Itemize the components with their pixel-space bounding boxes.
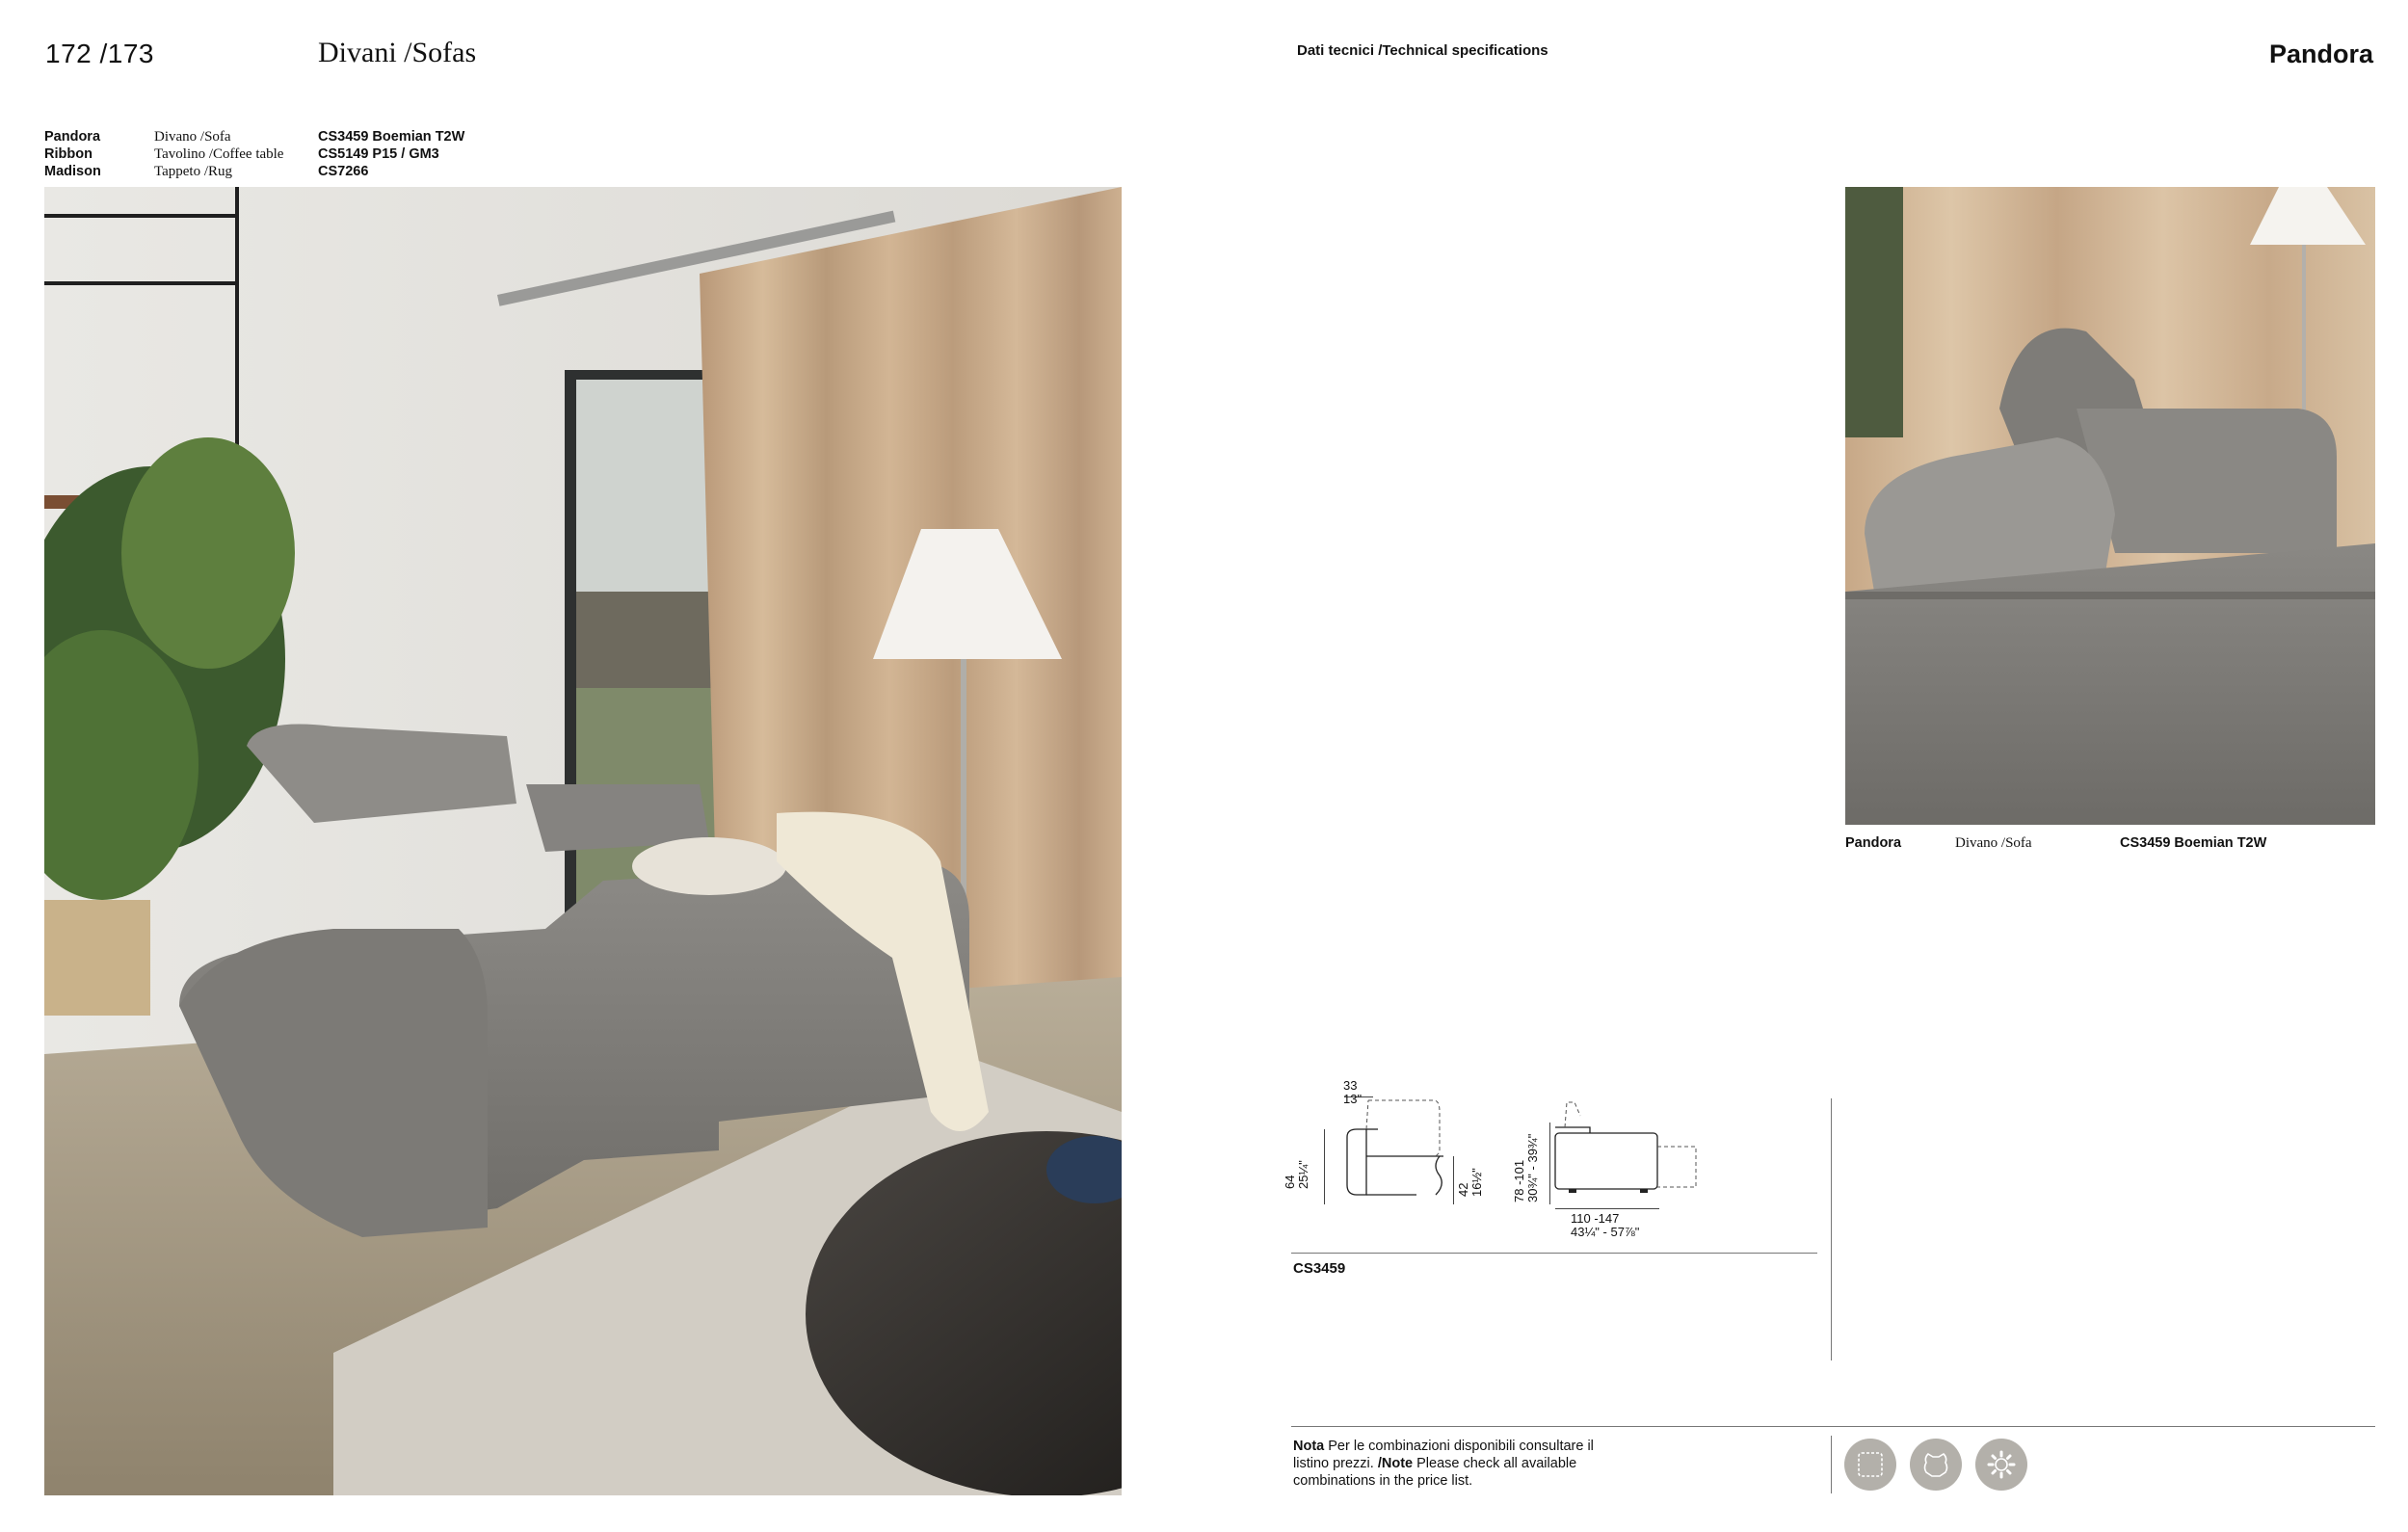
footer-rule: [1291, 1426, 2375, 1427]
model-code: CS3459: [1293, 1260, 1346, 1277]
headrest-in: 13": [1343, 1092, 1363, 1106]
detail-sofa-photo: [1845, 187, 2375, 825]
seat-cm: 42: [1456, 1182, 1470, 1197]
seat-line: [1453, 1156, 1454, 1204]
caption-code: CS3459 Boemian T2W: [318, 129, 465, 145]
headrest-dimension: [1343, 1079, 1362, 1106]
page-numbers: 172 /173: [45, 39, 154, 68]
technical-specs-title: Dati tecnici /Technical specifications: [1297, 42, 1548, 59]
seat-in: 16½": [1469, 1168, 1484, 1197]
caption-type: Tappeto /Rug: [154, 164, 233, 179]
dimension-diagram: [1283, 1070, 1831, 1272]
note-text-en: Please check all available combinations in the price list.: [1293, 1456, 1577, 1489]
price-list-note: [1293, 1438, 1621, 1490]
note-label-en: /Note: [1377, 1456, 1414, 1471]
width-cm: 110 -147: [1571, 1211, 1620, 1226]
caption-type: Tavolino /Coffee table: [154, 146, 284, 162]
section-title: Divani /Sofas: [318, 37, 477, 68]
caption-type: Divano /Sofa: [1955, 835, 2032, 851]
mechanism-gear-icon: [1975, 1439, 2027, 1491]
depth-dimension: [1513, 1134, 1540, 1202]
depth-cm: 78 -101: [1512, 1159, 1526, 1202]
depth-line: [1549, 1123, 1550, 1204]
diagram-divider: [1291, 1253, 1817, 1254]
caption-name: Pandora: [1845, 835, 1902, 851]
width-line: [1555, 1208, 1659, 1209]
height-in: 25¼": [1296, 1160, 1310, 1189]
caption-type: Divano /Sofa: [154, 129, 231, 145]
caption-name: Madison: [44, 164, 101, 179]
detail-photo-caption: [1845, 834, 2375, 854]
caption-code: CS7266: [318, 164, 369, 179]
headrest-cm: 33: [1343, 1078, 1358, 1093]
width-in: 43¼" - 57⅞": [1571, 1225, 1640, 1239]
side-view-drawing: [1551, 1098, 1706, 1195]
vertical-divider: [1831, 1098, 1832, 1360]
note-text-it: Per le combinazioni disponibili consultare il listino prezzi.: [1293, 1439, 1594, 1471]
icons-divider: [1831, 1436, 1832, 1493]
caption-name: Pandora: [44, 129, 101, 145]
main-room-photo: [44, 187, 1122, 1495]
leather-icon: [1910, 1439, 1962, 1491]
height-dimension: [1283, 1160, 1310, 1189]
fabric-icon: [1844, 1439, 1896, 1491]
care-icons: [1844, 1439, 2027, 1491]
caption-code: CS3459 Boemian T2W: [2120, 835, 2267, 851]
product-name: Pandora: [2268, 40, 2373, 68]
depth-in: 30¾" - 39¾": [1525, 1133, 1540, 1202]
width-dimension: [1571, 1212, 1639, 1239]
note-label-it: Nota: [1293, 1439, 1325, 1454]
front-view-drawing: [1339, 1098, 1445, 1204]
height-line: [1324, 1129, 1325, 1204]
seat-dimension: [1457, 1168, 1484, 1197]
caption-name: Ribbon: [44, 146, 93, 162]
height-cm: 64: [1283, 1175, 1297, 1189]
main-photo-caption: [44, 128, 526, 182]
caption-code: CS5149 P15 / GM3: [318, 146, 439, 162]
